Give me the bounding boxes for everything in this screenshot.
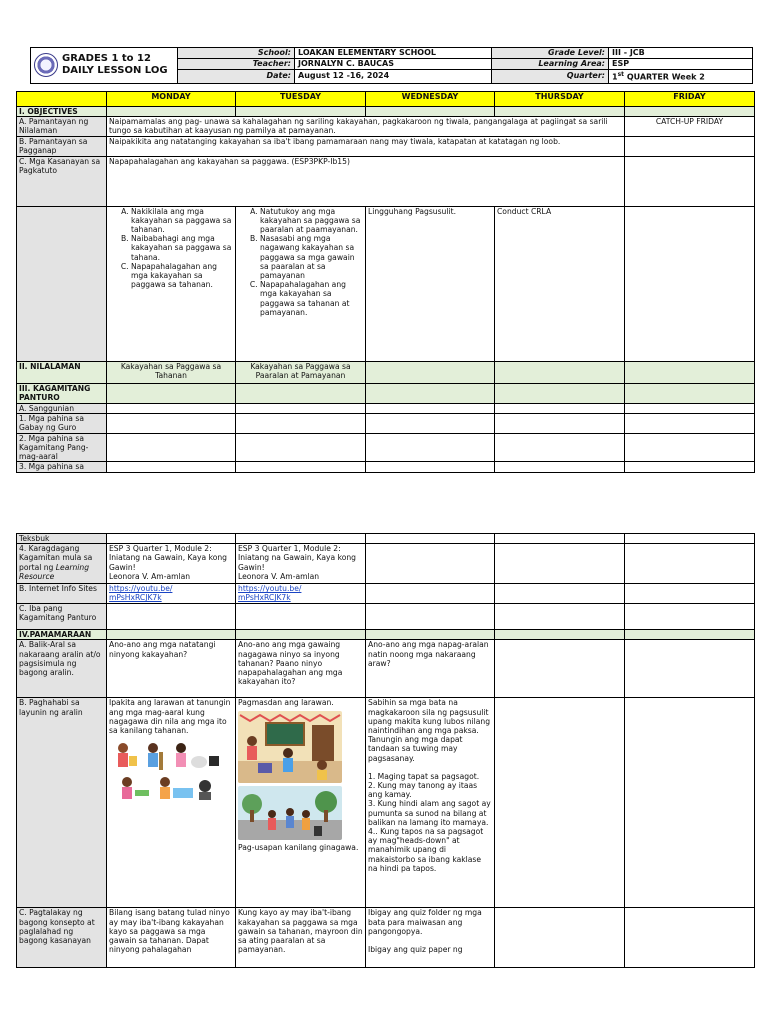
day-wednesday: WEDNESDAY [366, 92, 495, 107]
karagdagang-italic: Learning Resource [19, 562, 90, 581]
row-objectives-detail [17, 206, 755, 361]
day-tuesday: TUESDAY [236, 92, 366, 107]
module-title: ESP 3 Quarter 1, Module 2: Iniatang na Gawain, Kaya kong Gawin! [109, 544, 227, 572]
pamamaraan-label: IV.PAMAMARAAN [17, 630, 107, 640]
row-balik-aral [17, 640, 755, 698]
pagtalakay-tuesday: Kung kayo ay may iba't-ibang kakayahan sa paggawa sa mga gawain sa tahanan, mayroon din sa ating paaralan at sa pamayanan. [236, 908, 366, 968]
module-monday [107, 544, 236, 584]
paghahabi-wednesday-intro: Sabihin sa mga bata na magkakaroon sila ng pagsusulit upang makita kung lubos nilang naintindihan ang mga paksa. Tanungin ang mga dapat tandaan sa tuwing may pagsasanay. [368, 698, 491, 763]
area-label: Learning Area: [492, 59, 609, 70]
quarter-rest: QUARTER Week 2 [624, 72, 705, 82]
list-item: C. Napapahalagahan ang mga kakayahan sa paggawa sa tahanan at pamayanan. [260, 280, 363, 317]
row-nilalaman [17, 361, 755, 383]
pagtalakay-label: C. Pagtalakay ng bagong konsepto at paglalahad ng bagong kasanayan [17, 908, 107, 968]
date-value: August 12 -16, 2024 [295, 70, 492, 84]
quarter-label: Quarter: [492, 70, 609, 84]
school-value: LOAKAN ELEMENTARY SCHOOL [295, 48, 492, 59]
row-sanggunian [17, 403, 755, 413]
module-author: Leonora V. Am-amlan [238, 571, 320, 581]
pamantayan-pagganap-text: Naipakikita ang natatanging kakayahan sa iba't ibang pamamaraan nang may tiwala, katapatan at katatagan ng loob. [107, 137, 625, 156]
paghahabi-monday [107, 698, 236, 908]
quarter-value [609, 70, 753, 84]
karagdagang-kagamitan-label [17, 544, 107, 584]
kagamitan-magaaral-label: 2. Mga pahina sa Kagamitang Pang-mag-aaral [17, 433, 107, 462]
list-item: A. Nakikilala ang mga kakayahan sa paggawa sa tahanan. [131, 207, 233, 235]
internet-sites-label: B. Internet Info Sites [17, 584, 107, 604]
nilalaman-label: II. NILALAMAN [17, 361, 107, 383]
wednesday-objective: Lingguhang Pagsusulit. [366, 206, 495, 361]
nilalaman-tuesday: Kakayahan sa Paggawa sa Paaralan at Pamayanan [236, 361, 366, 383]
rule-item: 4.. Kung tapos na sa pagsagot ay mag"heads-down" at manahimik upang di makaistorbo sa ibang kaklase na hindi pa tapos. [368, 827, 484, 873]
row-pamantayan-pagganap [17, 137, 755, 156]
balik-aral-wednesday: Ano-ano ang mga napag-aralan natin noong mga nakaraang araw? [366, 640, 495, 698]
deped-seal-icon [34, 53, 58, 77]
paghahabi-tuesday [236, 698, 366, 908]
pamantayan-pagganap-label: B. Pamantayan sa Pagganap [17, 137, 107, 156]
kasanayan-label: C. Mga Kasanayan sa Pagkatuto [17, 156, 107, 206]
classroom-cleaning-illustration [238, 711, 342, 783]
quarter-sup: st [617, 71, 625, 78]
row-paghahabi [17, 698, 755, 908]
list-item: B. Nasasabi ang mga nagawang kakayahan sa paggawa sa mga gawain sa paaralan at sa pamayanan [260, 234, 363, 280]
list-item: B. Naibabahagi ang mga kakayahan sa paggawa sa tahana. [131, 234, 233, 262]
pagtalakay-wednesday [366, 908, 495, 968]
date-label: Date: [178, 70, 295, 84]
row-pamamaraan [17, 630, 755, 640]
paghahabi-tuesday-text: Pagmasdan ang larawan. [238, 698, 334, 708]
row-iba-pang-kagamitan [17, 604, 755, 630]
row-teksbuk [17, 534, 755, 544]
pamantayan-nilalaman-text: Naipamamalas ang pag- unawa sa kahalagahan ng sariling kakayahan, pagkakaroon ng tiwala, pangangalaga at pagiingat sa sarili tungo sa kabutihan at kaayusan ng pamilya at pamayanan. [107, 117, 625, 137]
gabay-guro-label: 1. Mga pahina sa Gabay ng Guro [17, 413, 107, 433]
link-monday[interactable] [107, 584, 236, 604]
pamantayan-nilalaman-label: A. Pamantayan ng Nilalaman [17, 117, 107, 137]
paghahabi-label: B. Paghahabi sa layunin ng aralin [17, 698, 107, 908]
title-line-1: GRADES 1 to 12 [62, 53, 151, 65]
row-pamantayan-nilalaman [17, 117, 755, 137]
school-label: School: [178, 48, 295, 59]
module-title: ESP 3 Quarter 1, Module 2: Iniatang na Gawain, Kaya kong Gawin! [238, 544, 356, 572]
pahina-sa-label: 3. Mga pahina sa [17, 462, 107, 472]
row-pagtalakay [17, 908, 755, 968]
catchup-friday: CATCH-UP FRIDAY [625, 117, 755, 137]
row-internet-sites [17, 584, 755, 604]
teacher-label: Teacher: [178, 59, 295, 70]
row-gabay-guro [17, 413, 755, 433]
day-thursday: THURSDAY [495, 92, 625, 107]
module-author: Leonora V. Am-amlan [109, 571, 191, 581]
rule-item: 2. Kung may tanong ay itaas ang kamay. [368, 781, 478, 800]
teksbuk-label: Teksbuk [17, 534, 107, 544]
teacher-value: JORNALYN C. BAUCAS [295, 59, 492, 70]
children-chores-illustration [109, 738, 224, 808]
kagamitan-label: III. KAGAMITANG PANTURO [17, 383, 107, 403]
tuesday-objectives [236, 206, 366, 361]
row-kagamitan-magaaral [17, 433, 755, 462]
pagtalakay-wednesday-text1: Ibigay ang quiz folder ng mga bata para maiwasan ang pangongopya. [368, 908, 482, 936]
youtube-link[interactable]: https://youtu.be/ [238, 584, 302, 594]
row-kagamitan [17, 383, 755, 403]
balik-aral-label: A. Balik-Aral sa nakaraang aralin at/o pagsisimula ng bagong aralin. [17, 640, 107, 698]
link-tuesday[interactable] [236, 584, 366, 604]
days-header-row [17, 92, 755, 107]
paghahabi-wednesday [366, 698, 495, 908]
sanggunian-label: A. Sanggunian [17, 403, 107, 413]
community-cleanup-illustration [238, 786, 342, 840]
module-tuesday [236, 544, 366, 584]
thursday-objective: Conduct CRLA [495, 206, 625, 361]
title-line-2: DAILY LESSON LOG [62, 65, 168, 77]
title-cell [31, 48, 178, 84]
day-monday: MONDAY [107, 92, 236, 107]
grade-value: III - JCB [609, 48, 753, 59]
objectives-row [17, 107, 755, 117]
rule-item: 3. Kung hindi alam ang sagot ay pumunta sa sunod na bilang at balikan na lamang ito mamaya. [368, 799, 491, 827]
pagtalakay-monday: Bilang isang batang tulad ninyo ay may iba't-ibang kakayahan kayo sa paggawa sa mga gawain sa tahanan. Dapat ninyong pahalagahan [107, 908, 236, 968]
youtube-link[interactable]: mPsHxRCJK7k [238, 593, 291, 603]
list-item: C. Napapahalagahan ang mga kakayahan sa paggawa sa tahanan. [131, 262, 233, 290]
quarter-num: 1 [612, 72, 618, 82]
lesson-log-table-page1 [16, 91, 755, 473]
kasanayan-text: Napapahalagahan ang kakayahan sa paggawa. (ESP3PKP-Ib15) [107, 156, 625, 206]
paghahabi-monday-text: Ipakita ang larawan at tanungin ang mga mag-aaral kung nagagawa din nila ang mga ito sa kanilang tahanan. [109, 698, 231, 736]
balik-aral-monday: Ano-ano ang mga natatangi ninyong kakayahan? [107, 640, 236, 698]
lesson-log-table-page2 [16, 533, 755, 968]
area-value: ESP [609, 59, 753, 70]
paghahabi-tuesday-text2: Pag-usapan kanilang ginagawa. [238, 842, 359, 852]
row-pahina-sa [17, 462, 755, 472]
nilalaman-monday: Kakayahan sa Paggawa sa Tahanan [107, 361, 236, 383]
header-table [30, 47, 753, 84]
pagtalakay-wednesday-text2: Ibigay ang quiz paper ng [368, 945, 463, 955]
row-karagdagang-kagamitan [17, 544, 755, 584]
iba-pang-kagamitan-label: C. Iba pang Kagamitang Panturo [17, 604, 107, 630]
list-item: A. Natutukoy ang mga kakayahan sa paggawa sa paaralan at paamayanan. [260, 207, 363, 235]
monday-objectives [107, 206, 236, 361]
rule-item: 1. Maging tapat sa pagsagot. [368, 771, 480, 781]
day-friday: FRIDAY [625, 92, 755, 107]
row-kasanayan [17, 156, 755, 206]
grade-label: Grade Level: [492, 48, 609, 59]
balik-aral-tuesday: Ano-ano ang mga gawaing nagagawa ninyo sa inyong tahanan? Paano ninyo napapahalagahan ang mga kakayahan ito? [236, 640, 366, 698]
youtube-link[interactable]: mPsHxRCJK7k [109, 593, 162, 603]
youtube-link[interactable]: https://youtu.be/ [109, 584, 173, 594]
karagdagang-text: 4. Karagdagang Kagamitan mula sa portal ng [19, 544, 93, 572]
objectives-label: I. OBJECTIVES [17, 107, 107, 117]
